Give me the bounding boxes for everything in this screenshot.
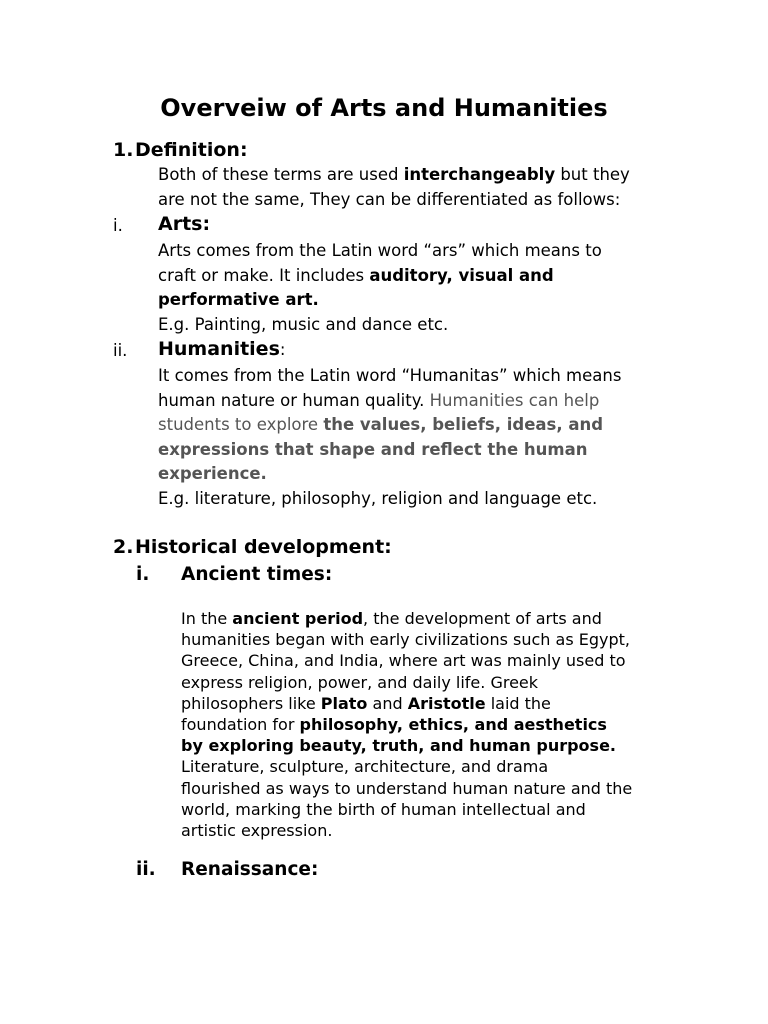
section-title: Definition: — [135, 139, 248, 161]
subheading-humanities: Humanities: — [158, 338, 286, 360]
page-title: Overveiw of Arts and Humanities — [160, 94, 608, 122]
subheading-arts: Arts: — [158, 213, 211, 235]
text-line: Both of these terms are used interchangeably but they — [158, 165, 630, 184]
ancient-paragraph: In the ancient period, the development of arts and humanities began with early civilizations such as Egypt, Greece, China, and India, where art was mainly used to express religion, power, and daily life. Greek philosophers like Plato and Aristotle laid the foundation for philosophy, ethics, and aesthetics by exploring beauty, truth, and human purpose. Literature, sculpture, architecture, and drama flourished as ways to understand human nature and the world, marking the birth of human intellectual and artistic expression. — [181, 609, 633, 841]
section-title: Historical development: — [135, 536, 392, 558]
section-number: 1. — [113, 139, 134, 161]
list-marker: i. — [113, 216, 123, 235]
arts-paragraph: Arts comes from the Latin word “ars” which means to craft or make. It includes auditory, visual and performative art. E.g. Painting, music and dance etc. — [158, 241, 602, 334]
section-heading-historical — [113, 534, 392, 560]
subheading-renaissance: Renaissance: — [181, 859, 319, 880]
list-marker: ii. — [113, 341, 128, 360]
definition-intro — [158, 163, 630, 212]
list-marker: i. — [136, 564, 150, 585]
humanities-paragraph: It comes from the Latin word “Humanitas” which means human nature or human quality. Humanities can help students to explore the values, beliefs, ideas, and expressions that shape and reflect the human experience. E.g. literature, philosophy, religion and language etc. — [158, 366, 622, 508]
section-number: 2. — [113, 536, 134, 558]
list-marker: ii. — [136, 859, 156, 880]
text-line: are not the same, They can be differentiated as follows: — [158, 189, 621, 209]
section-heading-definition — [113, 137, 248, 163]
subheading-ancient-times: Ancient times: — [181, 564, 333, 585]
